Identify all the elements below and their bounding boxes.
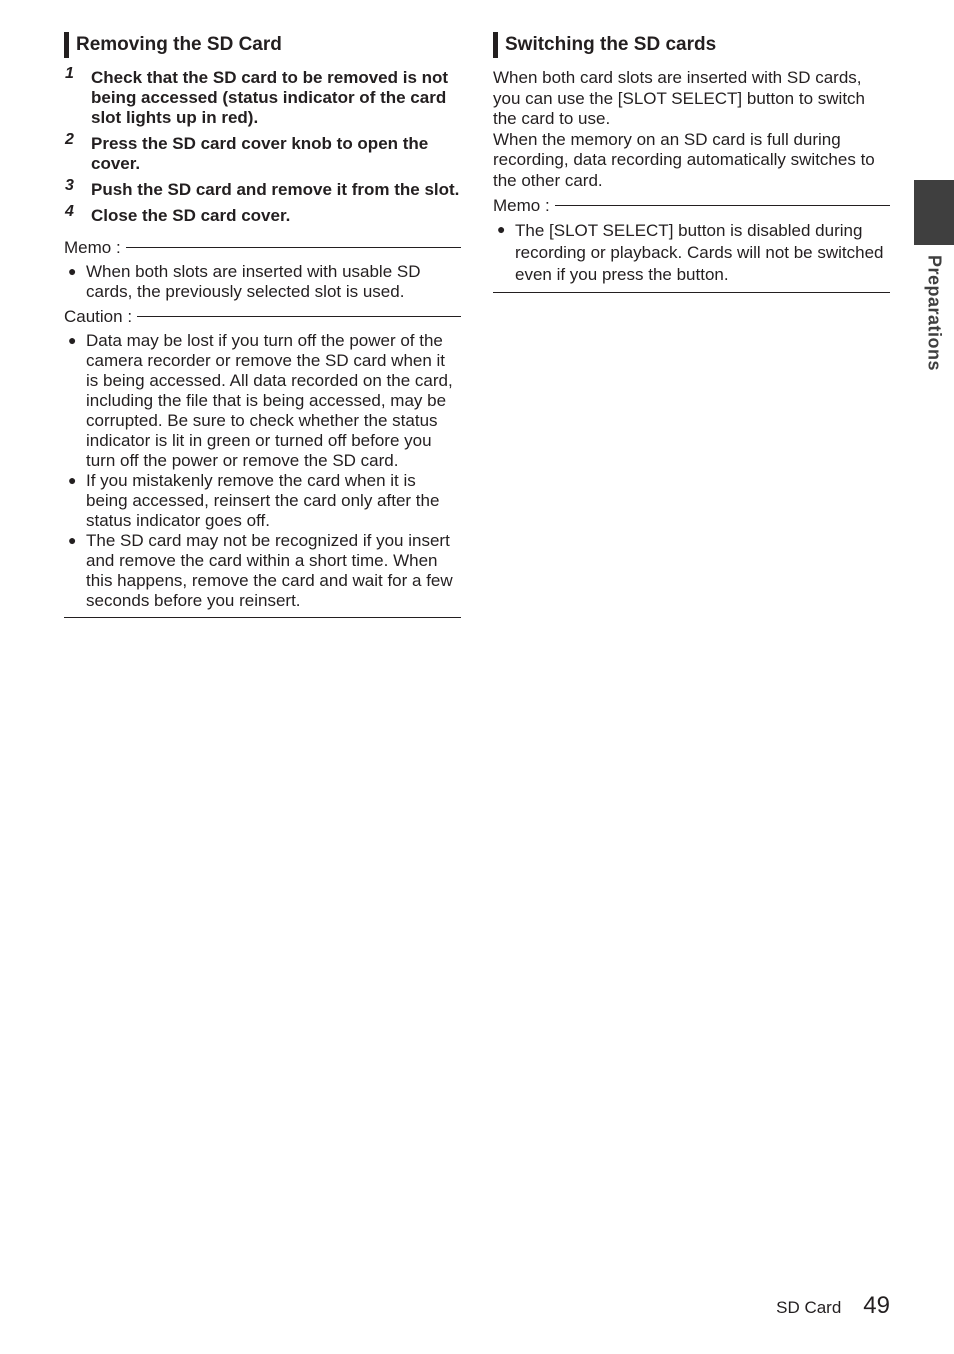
memo-label: Memo : [493, 196, 550, 215]
bullet-icon: ● [68, 472, 77, 488]
caution-item: ● Data may be lost if you turn off the power of the camera recorder or remove the SD card when it is being accessed. All data recorded on the card, including the file that is being accessed, may be corrupted. Be sure to check whether the status indicator is lit in green or turned off before you turn off the power or remove the SD card. [64, 331, 461, 471]
section-title: Removing the SD Card [76, 34, 282, 55]
memo-item: ● The [SLOT SELECT] button is disabled during recording or playback. Cards will not be switched even if you press the button. [493, 220, 890, 286]
caution-rule [137, 316, 461, 317]
step-number: 1 [65, 65, 74, 82]
step-number: 4 [65, 203, 74, 220]
chapter-label: Preparations [924, 255, 945, 372]
step-item [64, 131, 461, 174]
caution-item: ● If you mistakenly remove the card when it is being accessed, reinsert the card only after the status indicator goes off. [64, 471, 461, 531]
section-title: Switching the SD cards [505, 34, 717, 55]
caution-list [64, 331, 461, 611]
bullet-icon: ● [497, 221, 506, 237]
bullet-icon: ● [68, 532, 77, 548]
memo-rule [555, 205, 890, 206]
chapter-tab [914, 180, 954, 245]
bullet-icon: ● [68, 332, 77, 348]
bullet-icon: ● [68, 263, 77, 279]
heading-bar [493, 32, 498, 58]
page-number: 49 [863, 1292, 890, 1319]
step-number: 2 [65, 131, 74, 148]
step-text: Check that the SD card to be removed is not being accessed (status indicator of the card slot lights up in red). [91, 68, 449, 127]
memo-label: Memo : [64, 238, 121, 257]
step-item [64, 65, 461, 128]
left-column [64, 32, 461, 618]
caution-item: ● The SD card may not be recognized if you insert and remove the card within a short time. When this happens, remove the card and wait for a few seconds before you reinsert. [64, 531, 461, 611]
step-text: Close the SD card cover. [91, 206, 291, 225]
steps-list [64, 65, 461, 226]
caution-heading [64, 307, 461, 327]
caution-label: Caution : [64, 307, 133, 326]
step-item [64, 203, 461, 226]
memo-rule [126, 247, 461, 248]
step-text: Push the SD card and remove it from the slot. [91, 180, 460, 199]
heading-bar [64, 32, 69, 58]
memo-bottom-rule [493, 292, 890, 293]
step-item [64, 177, 461, 200]
footer-section-name: SD Card [776, 1298, 842, 1317]
step-text: Press the SD card cover knob to open the cover. [91, 134, 429, 173]
section-heading-removing [64, 32, 461, 58]
page-footer [776, 1292, 890, 1320]
section-heading-switching [493, 32, 890, 58]
right-column [493, 32, 890, 293]
body-paragraph: When the memory on an SD card is full during recording, data recording automatically switches to the other card. [493, 129, 875, 190]
memo-heading [64, 238, 461, 258]
body-paragraph: When both card slots are inserted with SD cards, you can use the [SLOT SELECT] button to switch the card to use. [493, 68, 865, 128]
memo-heading [493, 196, 890, 216]
step-number: 3 [65, 177, 74, 194]
caution-bottom-rule [64, 617, 461, 618]
memo-item: ● When both slots are inserted with usable SD cards, the previously selected slot is used. [64, 262, 461, 302]
memo-list [64, 262, 461, 302]
memo-list [493, 220, 890, 286]
